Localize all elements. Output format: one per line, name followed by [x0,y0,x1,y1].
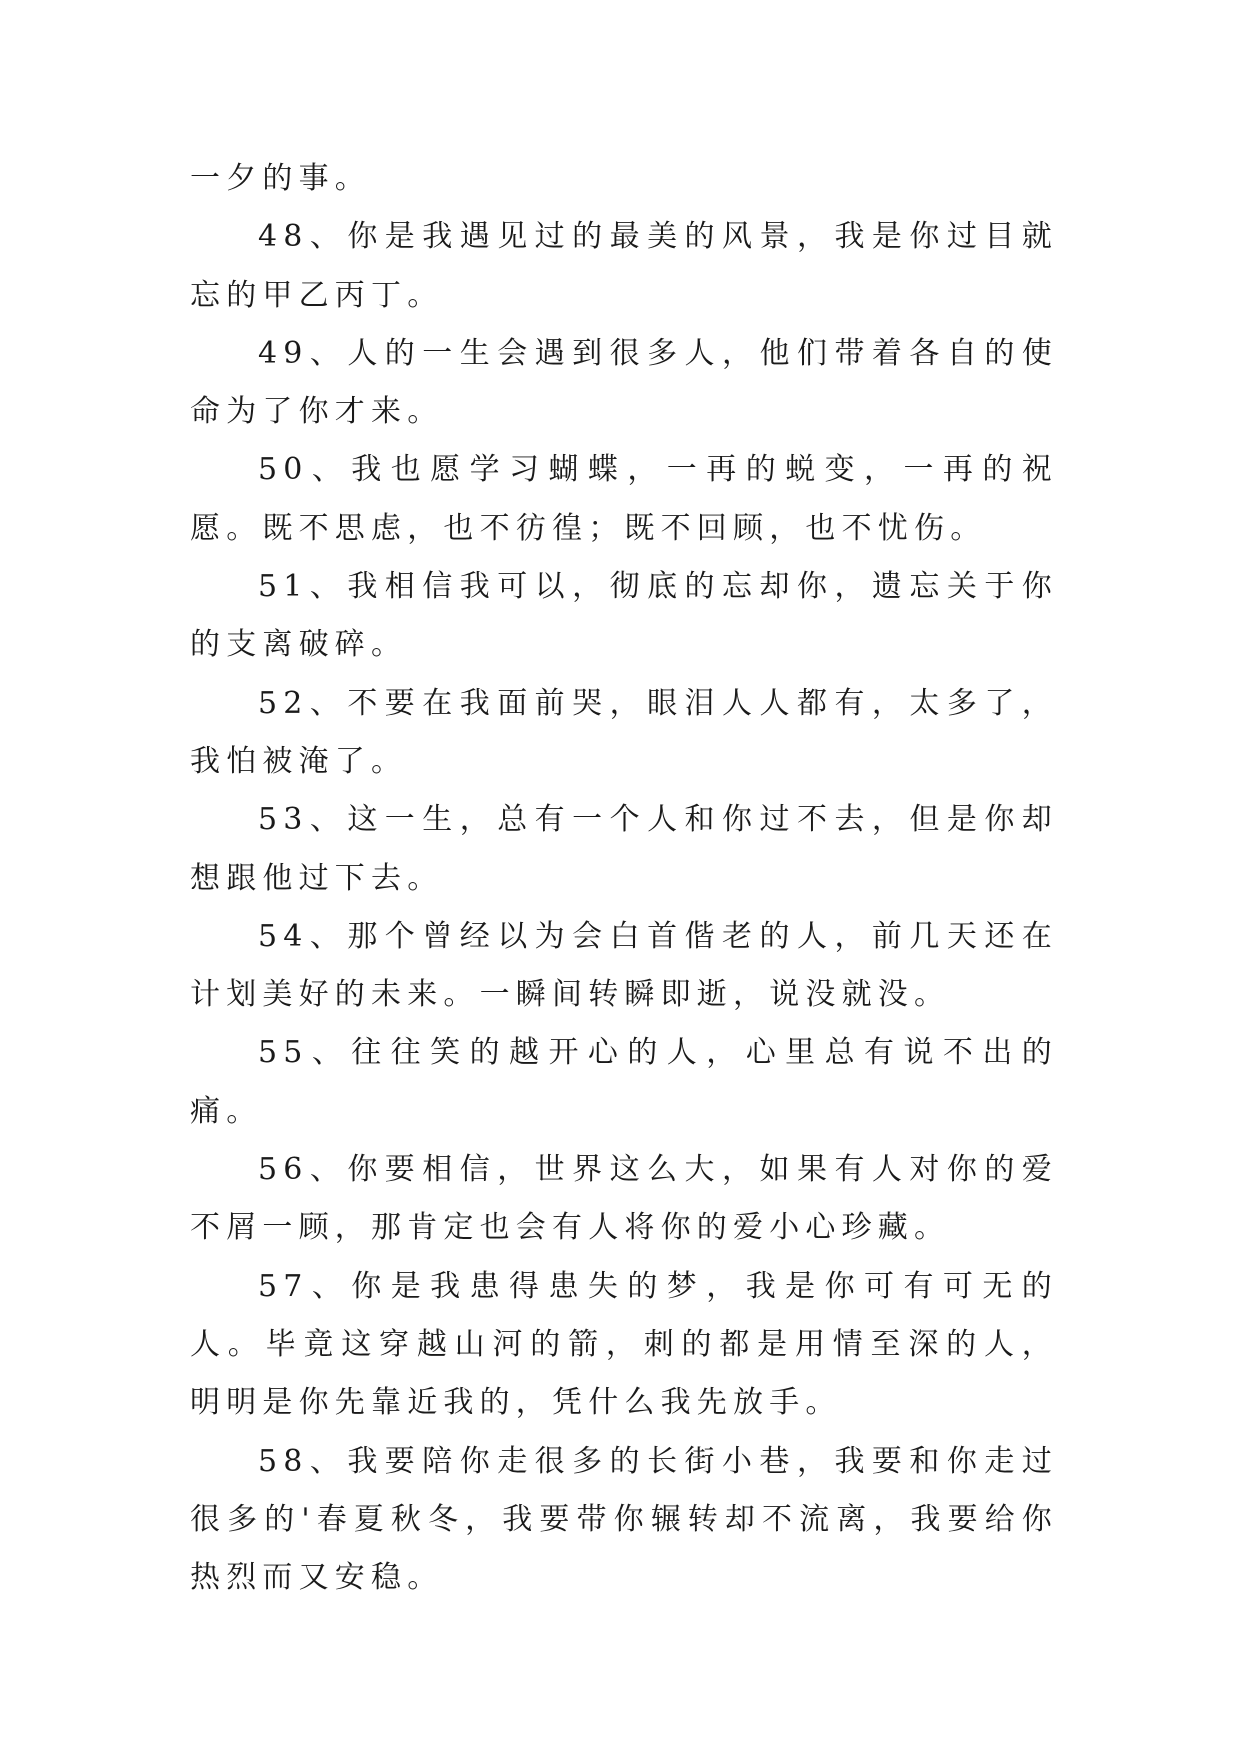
paragraph-48: 48、你是我遇见过的最美的风景，我是你过目就忘的甲乙丙丁。 [190,219,1058,313]
paragraph-53: 53、这一生，总有一个人和你过不去，但是你却想跟他过下去。 [190,802,1058,896]
paragraph-52: 52、不要在我面前哭，眼泪人人都有，太多了，我怕被淹了。 [190,685,1058,779]
paragraph-56: 56、你要相信，世界这么大，如果有人对你的爱不屑一顾，那肯定也会有人将你的爱小心珍藏。 [190,1152,1058,1246]
paragraph-58: 58、我要陪你走很多的长街小巷，我要和你走过很多的'春夏秋冬，我要带你辗转却不流离，我要给你热烈而又安稳。 [190,1443,1058,1596]
paragraph-continuation: 一夕的事。 [190,161,371,196]
paragraph-49: 49、人的一生会遇到很多人，他们带着各自的使命为了你才来。 [190,335,1058,430]
paragraph-57: 57、你是我患得患失的梦，我是你可有可无的人。毕竟这穿越山河的箭，刺的都是用情至深的人，明明是你先靠近我的，凭什么我先放手。 [190,1268,1058,1421]
body-text [190,150,1058,1607]
paragraph-54: 54、那个曾经以为会白首偕老的人，前几天还在计划美好的未来。一瞬间转瞬即逝，说没就没。 [190,918,1058,1013]
paragraph-51: 51、我相信我可以，彻底的忘却你，遗忘关于你的支离破碎。 [190,569,1058,663]
paragraph-55: 55、往往笑的越开心的人，心里总有说不出的痛。 [190,1035,1058,1129]
paragraph-50: 50、我也愿学习蝴蝶，一再的蜕变，一再的祝愿。既不思虑，也不彷徨；既不回顾，也不忧伤。 [190,452,1058,546]
